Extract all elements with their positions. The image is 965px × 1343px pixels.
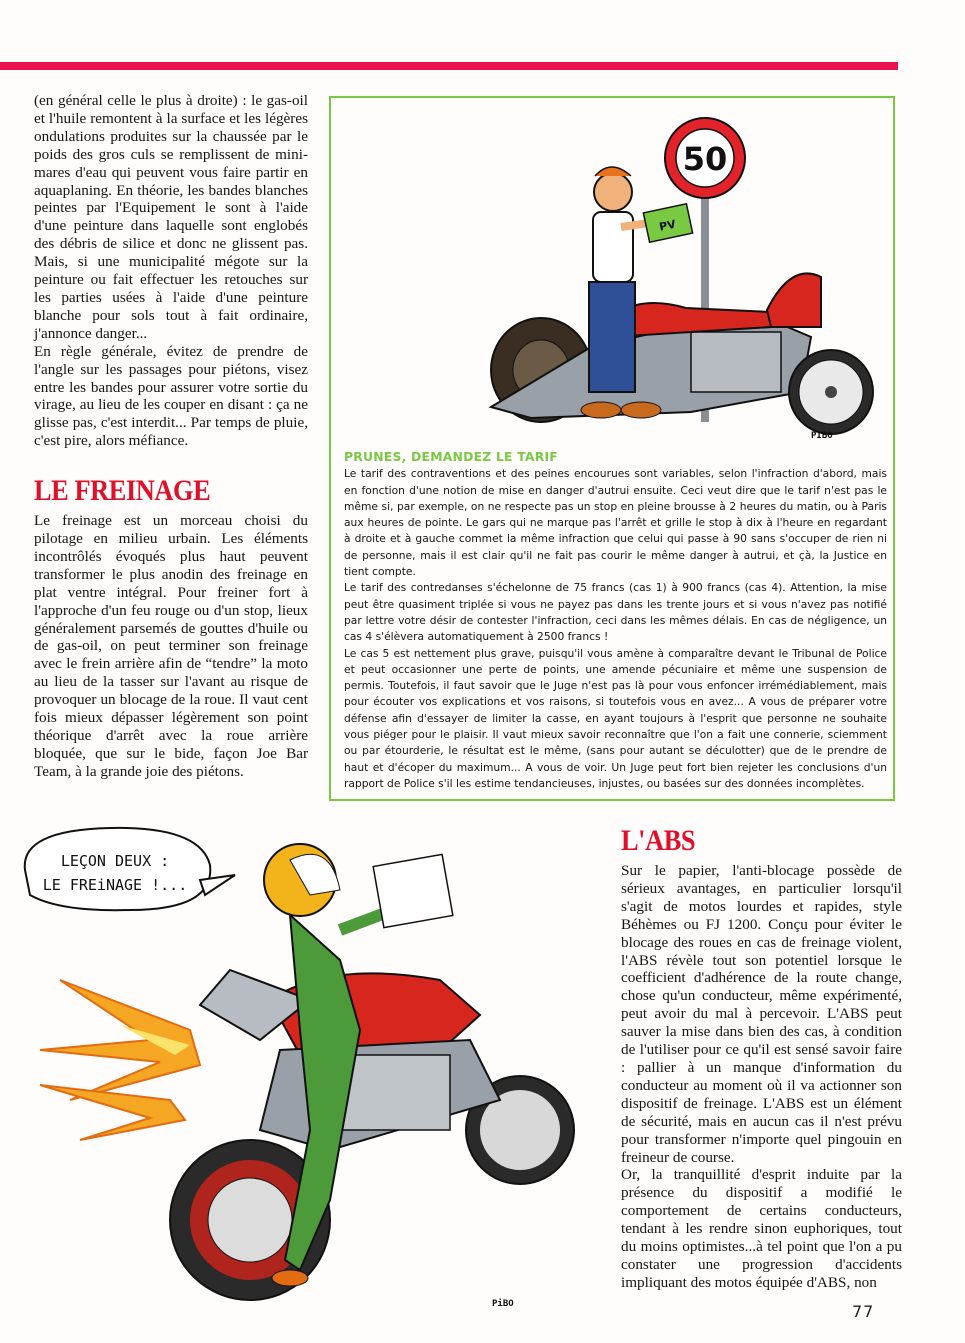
- artist-signature: PIBO: [811, 431, 833, 441]
- braking-cartoon: [0, 800, 615, 1320]
- body-paragraph: En règle générale, évitez de prendre de l'angle sur les passages pour piétons, visez entre les bandes pour assurer votre sortie du virage, au lieu de les couper en disant : ça ne glisse pas, c'est interdit... Par temps de pluie, c'est pire, alors méfiance.: [34, 342, 308, 450]
- right-column: [621, 824, 902, 1292]
- box-paragraph: Le tarif des contraventions et des peines encourues sont variables, selon l'infraction d'abord, mais en fonction d'une notion de mise en danger d'autrui ensuite. Ceci veut dire que le tarif n'est pas le même si, par exemple, on ne respecte pas un stop en pleine brousse à 2 heures du matin, ou à Paris aux heures de pointe. Le gars qui ne marque pas l'arrêt et grille le stop à dix à l'heure en regardant à droite et à gauche commet la même infraction que celui qui passe à 90 sans s'occuper de rien ni de personne, mais il est clair qu'il ne fait pas courir le même danger à autrui, et çà, la Justice en tient compte.: [344, 467, 887, 579]
- section-heading-abs: L'ABS: [621, 824, 696, 857]
- top-accent-bar: [0, 62, 898, 70]
- left-column: [34, 92, 308, 781]
- body-paragraph: Le freinage est un morceau choisi du pilotage en milieu urbain. Les éléments incontrôlés évoqués plus haut peuvent transformer le plus anodin des freinage en plat ventre intégral. Pour freiner fort à l'approche d'un feu rouge ou d'un stop, lieux généralement parsemés de gouttes d'huile ou de gas-oil, on peut terminer son freinage avec le frein arrière afin de “tendre” la moto au lieu de la tasser sur l'avant au risque de provoquer un blocage de la roue. Il vaut cent fois mieux dépasser légèrement son point théorique d'arrêt avec la roue arrière bloquée, que sur le bide, façon Joe Bar Team, à la grande joie des piétons.: [34, 512, 308, 780]
- sidebar-box: [329, 96, 895, 801]
- body-paragraph: Or, la tranquillité d'esprit induite par la présence du dispositif a modifié le comportement de certains conducteurs, tendant à les rendre sinon euphoriques, tout du moins optimistes...à tel point que l'on a pu constater une progression d'accidents impliquant des motos équipée d'ABS, non: [621, 1166, 902, 1291]
- rider-jeans: [589, 282, 635, 392]
- speed-sign-cartoon: [471, 112, 881, 444]
- box-paragraph: Le cas 5 est nettement plus grave, puisqu'il vous amène à comparaître devant le Tribunal de Police et peut occasionner une perte de points, une amende pécuniaire et même une suspension de permis. Toutefois, il faut savoir que le Juge n'est pas là pour vous enfoncer irrémédiablement, mais pour écouter vos explications et vos raisons, si toutefois vous en avez... A vous de préparer votre défense afin d'essayer de limiter la casse, en ayant toujours à l'esprit que personne ne souhaite vous piéger pour le plaisir. Il vaut mieux savoir reconnaître que l'on a fait une connerie, sciemment ou par étourderie, le résultat est le même, (sans pour autant se déculotter) que de le prendre de haut et d'écoper du maximum... A vous de voir. Un Juge peut fort bien rejeter les conclusions d'un rapport de Police s'il les estime tendancieuses, injustes, ou basées sur des données incomplètes.: [344, 646, 887, 790]
- box-title: PRUNES, DEMANDEZ LE TARIF: [344, 449, 558, 464]
- page-number: 77: [852, 1302, 875, 1321]
- exhaust-flame: [40, 980, 200, 1100]
- sign-value: 50: [682, 140, 728, 178]
- box-text: [344, 449, 887, 792]
- fairing: [767, 273, 821, 327]
- body-paragraph: Sur le papier, l'anti-blocage possède de sérieux avantages, en particulier lorsqu'il s'agit de motos lourdes et rapides, style Béhèmes ou FJ 1200. Conçu pour éviter le blocage des roues en cas de freinage violent, l'ABS révèle tout son potentiel lorsque le coefficient d'adhérence de la route change, chose qu'un conducteur, même expérimenté, peut avoir du mal à percevoir. L'ABS peut sauver la mise dans bien des cas, à condition de l'utiliser pour ce qu'il est sensé savoir faire : pallier à un manque d'information du conducteur au moment où il va actionner son dispositif de freinage. L'ABS est un élément de sécurité, mais en aucun cas il n'est prévu pour transformer n'importe quel pingouin en freineur de course.: [621, 862, 902, 1166]
- engine: [340, 1055, 450, 1130]
- speech-line-1: LEÇON DEUX :: [60, 852, 170, 870]
- box-paragraph: Le tarif des contredanses s'échelonne de 75 francs (cas 1) à 900 francs (cas 4). Attention, la mise peut être quasiment triplée si vous ne payez pas dans les trente jours et si vous n'avez pas notifié par lettre votre désir de contester l'infraction, ceci dans les mêmes délais. En cas de négligence, un cas 4 s'élèvera automatiquement à 2500 francs !: [344, 581, 887, 644]
- engine: [691, 332, 781, 392]
- artist-signature: PiBO: [492, 1299, 514, 1309]
- section-heading-freinage: LE FREINAGE: [34, 474, 211, 508]
- speech-line-2: LE FREiNAGE !...: [42, 876, 188, 894]
- body-paragraph: (en général celle le plus à droite) : le gas-oil et l'huile remontent à la surface et les légères ondulations produites sur la chaussée par le poids des gros culs se remplissent de mini-mares d'eau qui peuvent vous faire partir en aquaplaning. En théorie, les bandes blanches peintes par l'Equipement le sont à l'aide d'une peinture dans laquelle sont englobés des débris de silice et donc ne glissent pas. Mais, si une municipalité mégote sur la peinture ou fait effectuer les retouches sur les parties usées à l'aide d'une peinture blanche pour sols tout à fait ordinaire, j'annonce danger...: [34, 92, 308, 342]
- book-icon: [373, 854, 453, 927]
- ticket-label: PV: [658, 217, 678, 234]
- rider-head: [594, 173, 632, 211]
